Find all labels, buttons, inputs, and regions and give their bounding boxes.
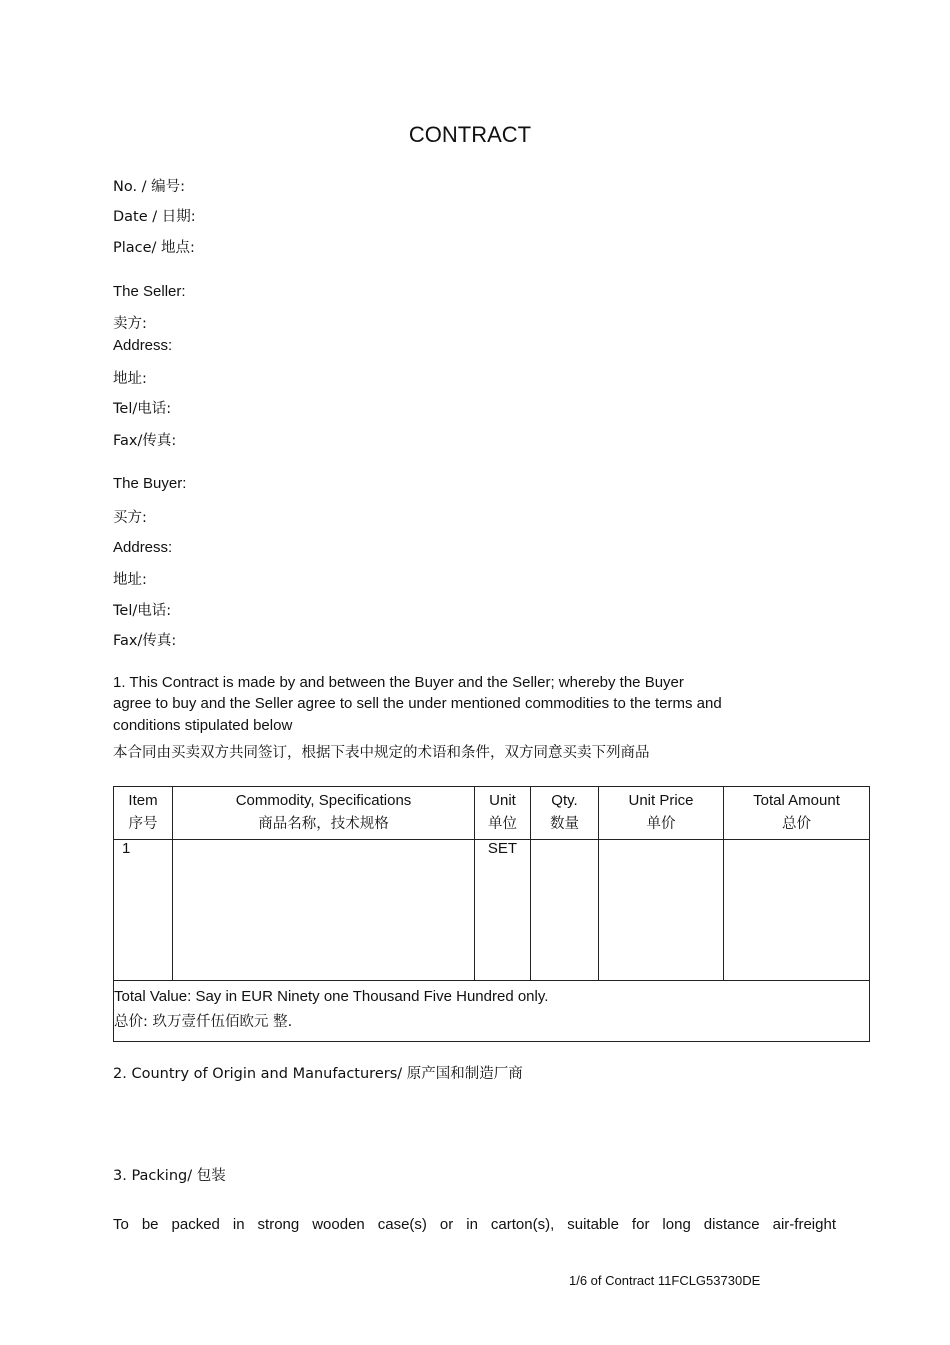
seller-address-cn-label: 地址: (113, 371, 147, 387)
buyer-heading: The Buyer: (113, 475, 187, 492)
seller-tel-label: Tel/电话: (113, 401, 172, 417)
total-value-row (114, 981, 870, 1042)
seller-address-label: Address: (113, 337, 173, 354)
buyer-address-label: Address: (113, 539, 173, 556)
buyer-address-cn-label: 地址: (113, 572, 147, 588)
clause1-cn: 本合同由买卖双方共同签订，根据下表中规定的术语和条件，双方同意买卖下列商品 (113, 745, 650, 761)
header-total-amount: Total Amount 总价 (724, 787, 870, 840)
cell-unit-price (599, 840, 724, 981)
buyer-fax-label: Fax/传真: (113, 633, 177, 649)
seller-fax-label: Fax/传真: (113, 433, 177, 449)
clause1-line2: agree to buy and the Seller agree to sell the under mentioned commodities to the terms and (113, 695, 722, 712)
buyer-tel-label: Tel/电话: (113, 603, 172, 619)
header-qty: Qty. 数量 (531, 787, 599, 840)
cell-unit: SET (475, 840, 531, 981)
total-value-en: Total Value: Say in EUR Ninety one Thousand Five Hundred only. (114, 988, 549, 1005)
header-unit-price: Unit Price 单价 (599, 787, 724, 840)
contract-place-label: Place/ 地点: (113, 240, 195, 256)
clause3-heading: 3. Packing/ 包装 (113, 1168, 226, 1184)
table-header-row (114, 787, 870, 840)
document-title: CONTRACT (408, 122, 532, 147)
cell-qty (531, 840, 599, 981)
header-item: Item 序号 (114, 787, 173, 840)
commodity-table (113, 786, 870, 1042)
clause1-line1: 1. This Contract is made by and between the Buyer and the Seller; whereby the Buyer (113, 674, 684, 691)
clause1-line3: conditions stipulated below (113, 717, 293, 734)
total-value-cell (114, 981, 870, 1042)
seller-heading-cn: 卖方: (113, 316, 147, 332)
total-value-cn: 总价: 玖万壹仟伍佰欧元 整. (114, 1014, 293, 1030)
table-row (114, 840, 870, 981)
contract-number-label: No. / 编号: (113, 179, 186, 195)
buyer-heading-cn: 买方: (113, 510, 147, 526)
cell-commodity (173, 840, 475, 981)
clause3-text: To be packed in strong wooden case(s) or in carton(s), suitable for long distance air-freight (113, 1216, 836, 1233)
seller-heading: The Seller: (113, 283, 186, 300)
cell-total (724, 840, 870, 981)
cell-item: 1 (114, 840, 173, 981)
contract-date-label: Date / 日期: (113, 209, 196, 225)
header-unit: Unit 单位 (475, 787, 531, 840)
header-commodity: Commodity, Specifications 商品名称，技术规格 (173, 787, 475, 840)
page-footer: 1/6 of Contract 11FCLG53730DE (569, 1273, 761, 1288)
clause2-heading: 2. Country of Origin and Manufacturers/ 原产国和制造厂商 (113, 1066, 523, 1082)
